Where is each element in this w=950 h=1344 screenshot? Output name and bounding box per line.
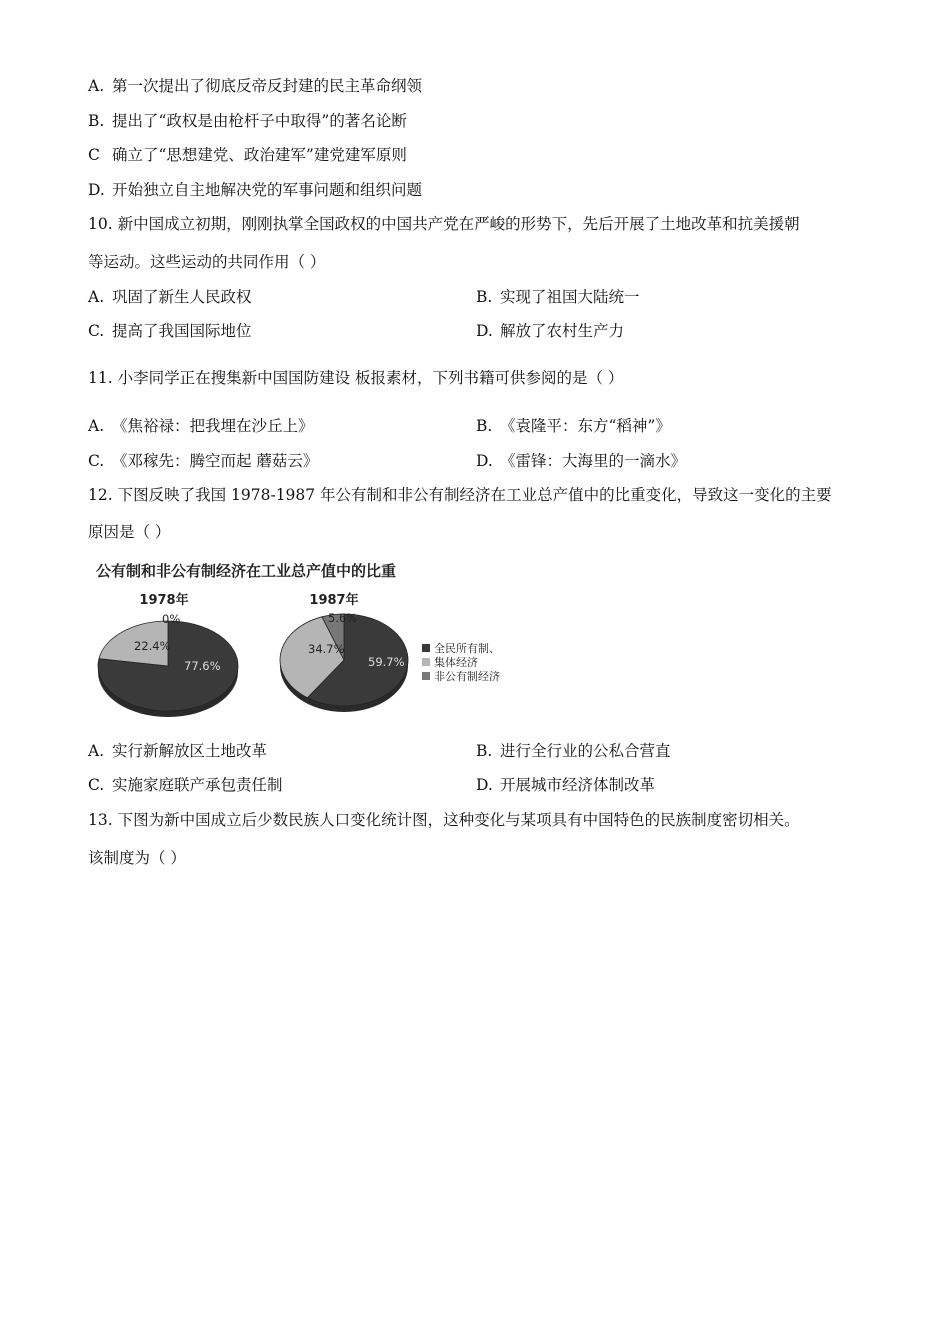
q9-option-b [88, 111, 407, 131]
option-label: A. [88, 77, 105, 95]
option-text: 《袁隆平：东方“稻神”》 [500, 417, 671, 435]
slice-label: 77.6% [184, 659, 221, 673]
q13-stem-line1: 13. 下图为新中国成立后少数民族人口变化统计图，这种变化与某项具有中国特色的民族制度密切相关。 [88, 811, 800, 829]
q13-stem-line2: 该制度为（ ） [88, 849, 186, 867]
option-text: 实行新解放区土地改革 [112, 742, 268, 760]
q12-stem-line1: 12. 下图反映了我国 1978-1987 年公有制和非公有制经济在工业总产值中的比重变化，导致这一变化的主要 [88, 486, 832, 504]
option-label: C [88, 146, 100, 164]
q11-option-b [476, 416, 671, 436]
q12-option-b [476, 741, 671, 761]
legend-swatch [422, 644, 430, 652]
pie-title: 1978年 [139, 593, 189, 608]
option-label: B. [476, 288, 493, 306]
q10-option-c [88, 321, 252, 341]
option-label: B. [88, 112, 105, 130]
option-text: 开始独立自主地解决党的军事问题和组织问题 [112, 181, 423, 199]
slice-label: 34.7% [308, 642, 345, 656]
option-text: 进行全行业的公私合营直 [500, 742, 671, 760]
option-label: D. [88, 181, 105, 199]
q10-stem-line1: 10. 新中国成立初期，刚刚执掌全国政权的中国共产党在严峻的形势下，先后开展了土地改革和抗美援朝 [88, 215, 800, 233]
option-label: D. [476, 322, 493, 340]
option-label: B. [476, 742, 493, 760]
option-label: B. [476, 417, 493, 435]
slice-label: 5.6% [328, 611, 358, 625]
q10-option-b [476, 287, 640, 307]
option-text: 《雷锋：大海里的一滴水》 [500, 452, 687, 470]
option-text: 《焦裕禄：把我埋在沙丘上》 [112, 417, 314, 435]
q9-option-c [88, 145, 407, 165]
slice-label: 22.4% [134, 639, 171, 653]
option-label: C. [88, 776, 105, 794]
q10-option-a [88, 287, 252, 307]
q11-option-d [476, 451, 686, 471]
option-text: 实施家庭联产承包责任制 [112, 776, 283, 794]
option-text: 确立了“思想建党、政治建军”建党建军原则 [112, 146, 407, 164]
pie-chart-svg [96, 556, 516, 726]
chart-title: 公有制和非公有制经济在工业总产值中的比重 [96, 562, 397, 580]
legend-swatch [422, 672, 430, 680]
option-label: D. [476, 452, 493, 470]
option-label: D. [476, 776, 493, 794]
option-label: C. [88, 322, 105, 340]
option-text: 开展城市经济体制改革 [500, 776, 656, 794]
option-text: 提出了“政权是由枪杆子中取得”的著名论断 [112, 112, 407, 130]
q12-stem-line2: 原因是（ ） [88, 523, 171, 541]
q9-option-a [88, 76, 422, 96]
option-text: 解放了农村生产力 [500, 322, 625, 340]
option-label: A. [88, 288, 105, 306]
q12-option-a [88, 741, 267, 761]
q11-stem: 11. 小李同学正在搜集新中国国防建设 板报素材，下列书籍可供参阅的是（ ） [88, 369, 624, 387]
legend-swatch [422, 658, 430, 666]
q11-option-a [88, 416, 314, 436]
q10-stem-line2: 等运动。这些运动的共同作用（ ） [88, 253, 326, 271]
pie-title: 1987年 [309, 593, 359, 608]
q9-option-d [88, 180, 422, 200]
legend-label: 集体经济 [434, 656, 478, 669]
option-label: A. [88, 742, 105, 760]
ownership-pie-chart [96, 556, 516, 726]
option-text: 提高了我国国际地位 [112, 322, 252, 340]
legend-label: 全民所有制、 [434, 642, 500, 655]
option-text: 巩固了新生人民政权 [112, 288, 252, 306]
slice-label: 59.7% [368, 655, 405, 669]
q11-option-c [88, 451, 318, 471]
q10-option-d [476, 321, 624, 341]
q12-option-c [88, 775, 283, 795]
legend-label: 非公有制经济 [434, 670, 500, 683]
option-text: 第一次提出了彻底反帝反封建的民主革命纲领 [112, 77, 423, 95]
slice-label: 0% [162, 612, 181, 626]
option-label: C. [88, 452, 105, 470]
option-label: A. [88, 417, 105, 435]
option-text: 《邓稼先：腾空而起 蘑菇云》 [112, 452, 319, 470]
option-text: 实现了祖国大陆统一 [500, 288, 640, 306]
q12-option-d [476, 775, 655, 795]
